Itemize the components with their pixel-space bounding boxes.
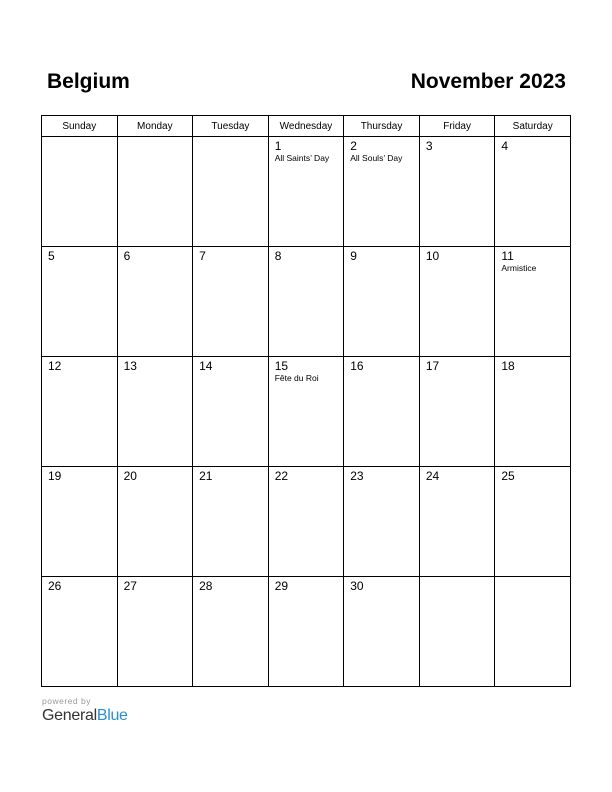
day-cell bbox=[495, 357, 571, 467]
day-cell bbox=[268, 137, 344, 247]
brand-blue-text: Blue bbox=[96, 707, 128, 724]
day-cell bbox=[42, 247, 118, 357]
day-number: 27 bbox=[123, 579, 137, 593]
weekday-header: Friday bbox=[419, 116, 495, 137]
week-row bbox=[42, 137, 571, 247]
day-cell bbox=[193, 467, 269, 577]
day-cell bbox=[344, 357, 420, 467]
weekday-header: Thursday bbox=[344, 116, 420, 137]
day-cell bbox=[268, 357, 344, 467]
day-cell bbox=[268, 247, 344, 357]
month-year-title: November 2023 bbox=[410, 70, 566, 93]
day-cell-content bbox=[193, 357, 268, 373]
day-cell-content bbox=[269, 577, 344, 593]
day-number: 30 bbox=[350, 579, 364, 593]
day-number: 29 bbox=[274, 579, 289, 593]
weekday-header: Saturday bbox=[495, 116, 571, 137]
day-number: 12 bbox=[48, 359, 62, 373]
day-cell bbox=[193, 357, 269, 467]
day-number: 15 bbox=[274, 359, 289, 373]
day-cell bbox=[268, 467, 344, 577]
day-cell-content bbox=[269, 137, 344, 164]
week-row bbox=[42, 357, 571, 467]
holiday-label: Armistice bbox=[501, 263, 537, 273]
calendar-header bbox=[42, 70, 566, 100]
day-cell-content bbox=[495, 137, 570, 153]
day-number: 19 bbox=[48, 469, 62, 483]
day-cell bbox=[344, 577, 420, 687]
weekday-header: Sunday bbox=[42, 116, 118, 137]
day-cell-content bbox=[118, 137, 193, 140]
holiday-label: Fête du Roi bbox=[274, 373, 319, 383]
day-cell-content bbox=[420, 247, 495, 263]
day-cell-content bbox=[269, 467, 344, 483]
week-row bbox=[42, 577, 571, 687]
day-cell-content bbox=[420, 137, 495, 153]
day-cell bbox=[193, 577, 269, 687]
day-number: 16 bbox=[350, 359, 364, 373]
day-cell-content bbox=[193, 467, 268, 483]
day-cell-content bbox=[344, 137, 419, 164]
day-number: 13 bbox=[123, 359, 137, 373]
day-number: 28 bbox=[199, 579, 213, 593]
day-cell bbox=[495, 467, 571, 577]
weekday-header: Tuesday bbox=[193, 116, 269, 137]
day-cell-content bbox=[269, 357, 344, 384]
day-cell bbox=[419, 357, 495, 467]
day-cell-content bbox=[118, 357, 193, 373]
day-cell bbox=[42, 357, 118, 467]
day-cell-content bbox=[344, 247, 419, 263]
weekday-header-row bbox=[42, 116, 571, 137]
day-number: 1 bbox=[274, 139, 282, 153]
day-number: 7 bbox=[199, 249, 206, 263]
day-cell-content bbox=[495, 467, 570, 483]
day-cell bbox=[344, 247, 420, 357]
day-cell bbox=[419, 247, 495, 357]
day-number: 4 bbox=[501, 139, 509, 153]
day-cell-content bbox=[42, 247, 117, 263]
day-cell bbox=[42, 137, 118, 247]
day-number: 24 bbox=[425, 469, 440, 483]
day-number: 9 bbox=[350, 249, 357, 263]
day-cell bbox=[117, 137, 193, 247]
day-cell-content bbox=[42, 137, 117, 140]
week-row bbox=[42, 467, 571, 577]
day-cell-content bbox=[495, 357, 570, 373]
day-number: 10 bbox=[425, 249, 440, 263]
day-number: 18 bbox=[501, 359, 515, 373]
day-cell-content bbox=[118, 577, 193, 593]
day-cell bbox=[268, 577, 344, 687]
day-cell bbox=[117, 577, 193, 687]
day-number: 26 bbox=[48, 579, 62, 593]
day-number: 23 bbox=[350, 469, 364, 483]
day-cell-content bbox=[420, 577, 495, 580]
day-number: 21 bbox=[199, 469, 213, 483]
day-cell-content bbox=[42, 577, 117, 593]
holiday-label: All Souls’ Day bbox=[350, 153, 403, 163]
day-number: 14 bbox=[199, 359, 213, 373]
weekday-header: Monday bbox=[117, 116, 193, 137]
day-cell-content bbox=[269, 247, 344, 263]
day-number: 25 bbox=[501, 469, 515, 483]
day-number: 6 bbox=[123, 249, 131, 263]
day-cell-content bbox=[193, 137, 268, 140]
day-cell bbox=[117, 247, 193, 357]
day-cell-content bbox=[118, 247, 193, 263]
day-cell-content bbox=[420, 467, 495, 483]
day-cell-content bbox=[344, 577, 419, 593]
day-number: 5 bbox=[48, 249, 55, 263]
day-cell bbox=[495, 247, 571, 357]
day-cell-content bbox=[495, 247, 570, 274]
day-number: 3 bbox=[425, 139, 433, 153]
day-cell-content bbox=[344, 357, 419, 373]
day-cell bbox=[117, 357, 193, 467]
day-cell-content bbox=[193, 247, 268, 263]
day-number: 8 bbox=[274, 249, 282, 263]
weekday-header: Wednesday bbox=[268, 116, 344, 137]
day-cell bbox=[193, 247, 269, 357]
day-cell bbox=[419, 467, 495, 577]
week-row bbox=[42, 247, 571, 357]
footer bbox=[42, 696, 128, 725]
generalblue-logo[interactable] bbox=[42, 707, 128, 725]
day-number: 11 bbox=[501, 249, 514, 263]
day-number: 20 bbox=[123, 469, 137, 483]
day-cell bbox=[344, 467, 420, 577]
day-cell-content bbox=[420, 357, 495, 373]
powered-by-text: powered by bbox=[42, 696, 91, 706]
day-cell-content bbox=[42, 357, 117, 373]
day-cell bbox=[42, 577, 118, 687]
day-cell bbox=[419, 137, 495, 247]
day-cell-content bbox=[344, 467, 419, 483]
day-number: 17 bbox=[425, 359, 440, 373]
day-cell bbox=[495, 577, 571, 687]
day-cell bbox=[117, 467, 193, 577]
day-cell-content bbox=[495, 577, 570, 580]
country-title: Belgium bbox=[47, 70, 130, 93]
holiday-label: All Saints’ Day bbox=[274, 153, 330, 163]
day-cell bbox=[495, 137, 571, 247]
calendar-grid bbox=[41, 115, 571, 687]
day-number: 22 bbox=[274, 469, 289, 483]
day-cell bbox=[344, 137, 420, 247]
brand-general-text: General bbox=[42, 707, 97, 724]
day-cell bbox=[419, 577, 495, 687]
day-cell-content bbox=[193, 577, 268, 593]
day-number: 2 bbox=[350, 139, 357, 153]
day-cell bbox=[42, 467, 118, 577]
day-cell-content bbox=[42, 467, 117, 483]
day-cell bbox=[193, 137, 269, 247]
day-cell-content bbox=[118, 467, 193, 483]
